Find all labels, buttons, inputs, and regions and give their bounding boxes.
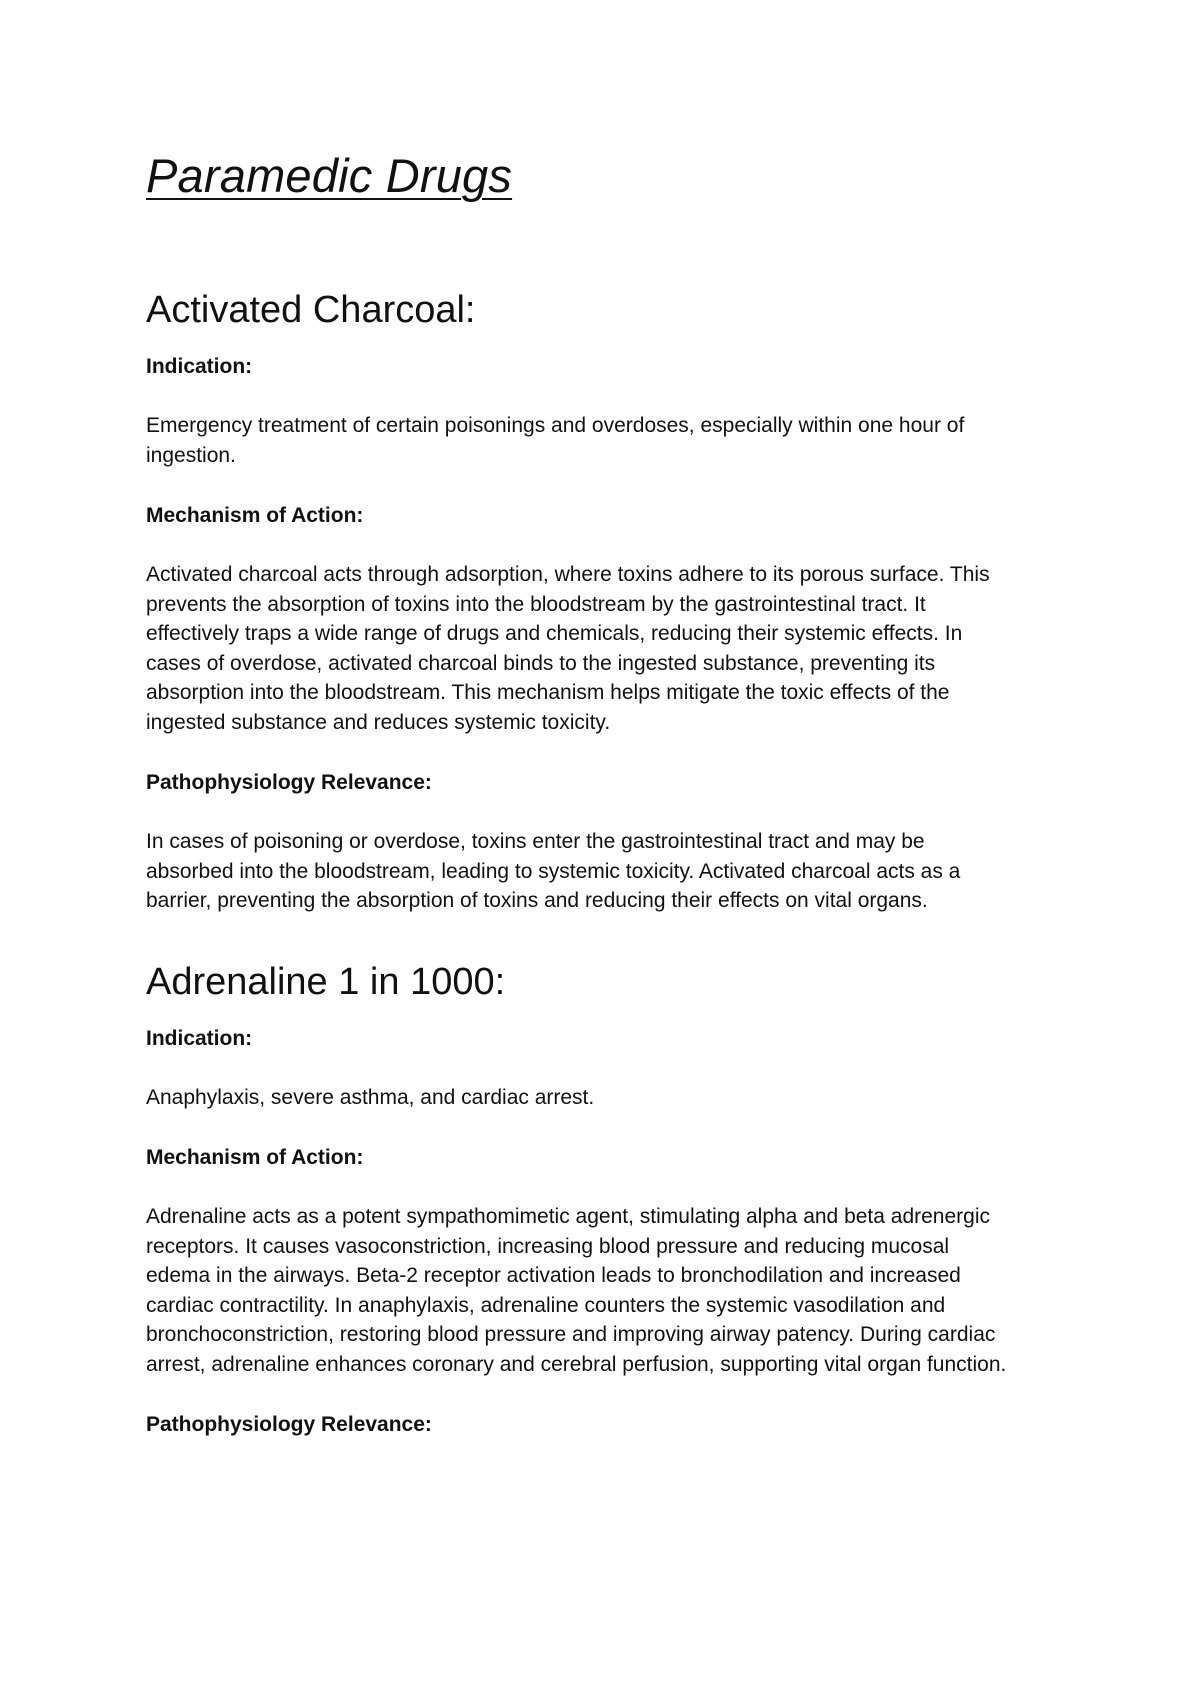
indication-heading: Indication:	[146, 355, 253, 378]
mechanism-heading: Mechanism of Action:	[146, 1146, 364, 1169]
mechanism-text: Activated charcoal acts through adsorption, where toxins adhere to its porous surface. This prevents the absorption of toxins into the bloodstream by the gastrointestinal tract. It effectively traps a wide range of drugs and chemicals, reducing their systemic effects. In cases of overdose, activated charcoal binds to the ingested substance, preventing its absorption into the bloodstream. This mechanism helps mitigate the toxic effects of the ingested substance and reduces systemic toxicity.	[146, 563, 990, 734]
drug-heading: Adrenaline 1 in 1000:	[146, 960, 506, 1003]
mechanism-text: Adrenaline acts as a potent sympathomimetic agent, stimulating alpha and beta adrenergic receptors. It causes vasoconstriction, increasing blood pressure and reducing mucosal edema in the airways. Beta-2 receptor activation leads to bronchodilation and increased cardiac contractility. In anaphylaxis, adrenaline counters the systemic vasodilation and bronchoconstriction, restoring blood pressure and improving airway patency. During cardiac arrest, adrenaline enhances coronary and cerebral perfusion, supporting vital organ function.	[146, 1205, 1007, 1376]
drug-section-activated-charcoal	[146, 285, 1086, 916]
mechanism-heading: Mechanism of Action:	[146, 504, 364, 527]
document-content	[146, 146, 1086, 1440]
pathophysiology-heading: Pathophysiology Relevance:	[146, 1413, 432, 1436]
pathophysiology-text: In cases of poisoning or overdose, toxins enter the gastrointestinal tract and may be absorbed into the bloodstream, leading to systemic toxicity. Activated charcoal acts as a barrier, preventing the absorption of toxins and reducing their effects on vital organs.	[146, 830, 961, 912]
drug-heading: Activated Charcoal:	[146, 289, 476, 331]
indication-text: Emergency treatment of certain poisonings and overdoses, especially within one hour of ingestion.	[146, 414, 965, 467]
drug-section-adrenaline	[146, 957, 1086, 1441]
document-title: Paramedic Drugs	[146, 149, 513, 202]
indication-text: Anaphylaxis, severe asthma, and cardiac arrest.	[146, 1085, 595, 1109]
indication-heading: Indication:	[146, 1026, 253, 1050]
pathophysiology-heading: Pathophysiology Relevance:	[146, 771, 432, 794]
